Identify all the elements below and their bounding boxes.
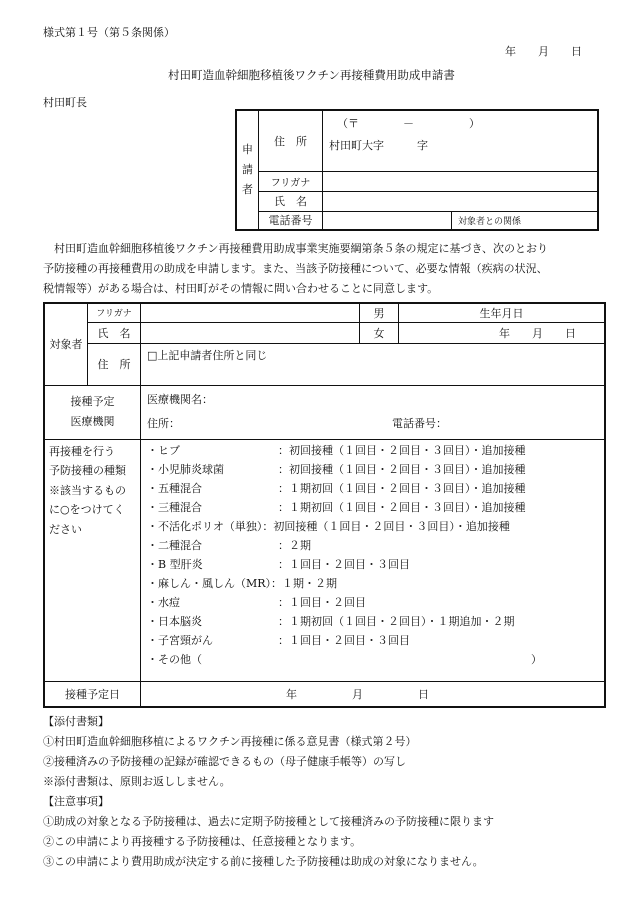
notes-heading: 【注意事項】 <box>43 795 109 808</box>
applicant-phone-label: 電話番号 <box>259 211 323 230</box>
attachments-heading: 【添付書類】 <box>43 715 109 728</box>
vaccine-item-hib[interactable]: ・ヒブ ：初回接種（１回目・２回目・３回目）・追加接種 <box>147 443 526 457</box>
institution-field[interactable] <box>141 385 606 439</box>
form-number: 様式第１号（第５条関係） <box>43 26 175 39</box>
applicant-furigana-field[interactable] <box>323 171 599 191</box>
applicant-address-field[interactable] <box>323 110 599 171</box>
vaccine-item-varicella[interactable]: ・水痘 ：１回目・２回目 <box>147 595 366 609</box>
institution-phone-label: 電話番号： <box>392 417 447 430</box>
applicant-name-label: 氏 名 <box>259 191 323 211</box>
applicant-address-value: 村田町大字 字 <box>329 139 428 152</box>
applicant-name-field[interactable] <box>323 191 599 211</box>
vaccine-item-pentavalent[interactable]: ・五種混合 ：１期初回（１回目・２回目・３回目）・追加接種 <box>147 481 526 495</box>
subject-furigana-field[interactable] <box>141 303 360 322</box>
applicant-address-label: 住 所 <box>259 110 323 171</box>
vaccine-item-pneumococcal[interactable]: ・小児肺炎球菌 ：初回接種（１回目・２回目・３回目）・追加接種 <box>147 462 526 476</box>
applicant-side-label: 申 請 者 <box>236 110 259 230</box>
addressee: 村田町長 <box>43 96 87 109</box>
attachment-note: ※添付書類は、原則お返ししません。 <box>43 775 231 788</box>
institution-address-label: 住所： <box>147 417 180 430</box>
dob-field[interactable]: 年 月 日 <box>399 322 606 343</box>
notes-section <box>43 792 494 872</box>
vaccine-item-hpv[interactable]: ・子宮頸がん ：１回目・２回目・３回目 <box>147 633 410 647</box>
subject-label: 対象者 <box>44 303 88 385</box>
vaccine-item-mr[interactable]: ・麻しん・風しん（MR）：１期・２期 <box>147 576 338 590</box>
attachment-item: ①村田町造血幹細胞移植によるワクチン再接種に係る意見書（様式第２号） <box>43 735 417 748</box>
institution-name-label: 医療機関名： <box>147 393 213 406</box>
submission-date: 年 月 日 <box>505 45 582 58</box>
attachment-item: ②接種済みの予防接種の記録が確認できるもの（母子健康手帳等）の写し <box>43 755 406 768</box>
applicant-phone-field[interactable] <box>323 211 452 230</box>
vaccine-item-dpt[interactable]: ・三種混合 ：１期初回（１回目・２回目・３回目）・追加接種 <box>147 500 526 514</box>
subject-address-field[interactable] <box>141 343 606 385</box>
applicant-relation-label: 対象者との関係 <box>458 216 522 227</box>
applicant-postal: （〒 － ） <box>337 117 480 130</box>
institution-label: 接種予定 医療機関 <box>44 385 141 439</box>
schedule-label: 接種予定日 <box>44 681 141 707</box>
vaccine-item-dt[interactable]: ・二種混合 ：２期 <box>147 538 311 552</box>
vaccine-item-other[interactable]: ・その他（ ） <box>147 650 604 669</box>
dob-label: 生年月日 <box>399 303 606 322</box>
attachments-section <box>43 712 416 792</box>
subject-address-label: 住 所 <box>88 343 141 385</box>
document-title: 村田町造血幹細胞移植後ワクチン再接種費用助成申請書 <box>168 68 455 82</box>
vaccine-list <box>141 439 606 681</box>
vaccine-item-ipv[interactable]: ・不活化ポリオ（単独）：初回接種（１回目・２回目・３回目）・追加接種 <box>147 519 510 533</box>
note-item: ②この申請により再接種する予防接種は、任意接種となります。 <box>43 835 362 848</box>
vaccine-item-japanese-encephalitis[interactable]: ・日本脳炎 ：１期初回（１回目・２回目）・１期追加・２期 <box>147 614 515 628</box>
vaccine-type-label: 再接種を行う 予防接種の種類 ※該当するもの に○をつけてく ださい <box>44 439 141 681</box>
consent-paragraph: 村田町造血幹細胞移植後ワクチン再接種費用助成事業実施要綱第条５条の規定に基づき、次のとおり 予防接種の再接種費用の助成を申請します。また、当該予防接種について、必要な情報（疾病の状況、 税情報等）がある場合は、村田町がその情報に問い合わせることに同意します。 <box>43 242 549 295</box>
subject-name-label: 氏 名 <box>88 322 141 343</box>
male-option[interactable]: 男 <box>360 303 399 322</box>
applicant-table <box>235 109 599 231</box>
subject-name-field[interactable] <box>141 322 360 343</box>
same-address-checkbox[interactable]: □上記申請者住所と同じ <box>147 348 268 362</box>
subject-furigana-label: フリガナ <box>88 303 141 322</box>
subject-table <box>43 302 606 708</box>
applicant-relation-cell[interactable] <box>452 211 599 230</box>
applicant-furigana-label: フリガナ <box>259 171 323 191</box>
female-option[interactable]: 女 <box>360 322 399 343</box>
note-item: ③この申請により費用助成が決定する前に接種した予防接種は助成の対象になりません。 <box>43 855 484 868</box>
schedule-date-field[interactable]: 年 月 日 <box>286 687 429 701</box>
note-item: ①助成の対象となる予防接種は、過去に定期予防接種として接種済みの予防接種に限ります <box>43 815 494 828</box>
vaccine-item-hepatitis-b[interactable]: ・B 型肝炎 ：１回目・２回目・３回目 <box>147 557 410 571</box>
other-close-paren: ） <box>531 652 542 666</box>
